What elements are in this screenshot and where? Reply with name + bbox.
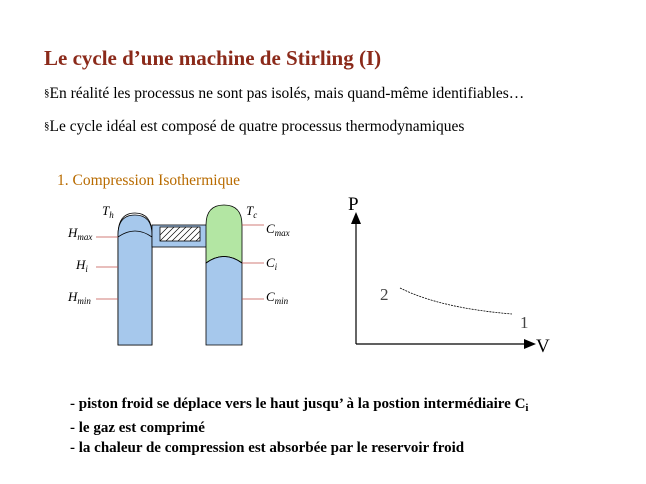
level-label-hmin: $H_{min}$ (68, 289, 91, 306)
hot-cylinder (118, 213, 152, 345)
bullet-marker: § (44, 120, 50, 132)
hot-temp-label: $T_h$ (102, 203, 114, 220)
level-label-hi: $H_i$ (76, 257, 88, 274)
bullet-text: Le cycle idéal est composé de quatre processus thermodynamiques (49, 118, 465, 135)
note-line-1: - piston froid se déplace vers le haut jusqu’ à la postion intermédiaire $C_i$ (70, 396, 529, 414)
cold-heat-region (206, 205, 242, 263)
step-title: 1. Compression Isothermique (57, 172, 240, 189)
note-line-3: - la chaleur de compression est absorbée par le reservoir froid (70, 440, 465, 456)
p-axis-label: P (348, 194, 359, 215)
process-notes (70, 394, 528, 458)
level-label-cmax: $C_{max}$ (266, 221, 290, 238)
cold-gas-volume (206, 257, 242, 346)
v-axis-label: V (536, 336, 550, 357)
pv-diagram (340, 192, 560, 357)
cold-cylinder (206, 205, 242, 345)
bullet-text: En réalité les processus ne sont pas isolés, mais quand-même identifiables… (49, 85, 525, 102)
v-axis-arrow (524, 339, 536, 349)
level-label-ci: $C_i$ (266, 255, 278, 272)
bullet-item-ideal-cycle (44, 118, 464, 136)
stirling-engine-diagram (60, 195, 310, 355)
point-label-2: 2 (380, 285, 389, 304)
level-label-hmax: $H_{max}$ (68, 225, 93, 242)
point-label-1: 1 (520, 313, 529, 332)
level-label-cmin: $C_{min}$ (266, 289, 289, 306)
hot-gas-volume (118, 215, 152, 345)
isotherm-curve (400, 288, 512, 314)
bullet-marker: § (44, 87, 50, 99)
note-line-2: - le gaz est comprimé (70, 420, 205, 436)
bullet-item-reality (44, 85, 524, 103)
cold-temp-label: $T_c$ (246, 203, 258, 220)
slide-title: Le cycle d’une machine de Stirling (I) (44, 46, 382, 70)
